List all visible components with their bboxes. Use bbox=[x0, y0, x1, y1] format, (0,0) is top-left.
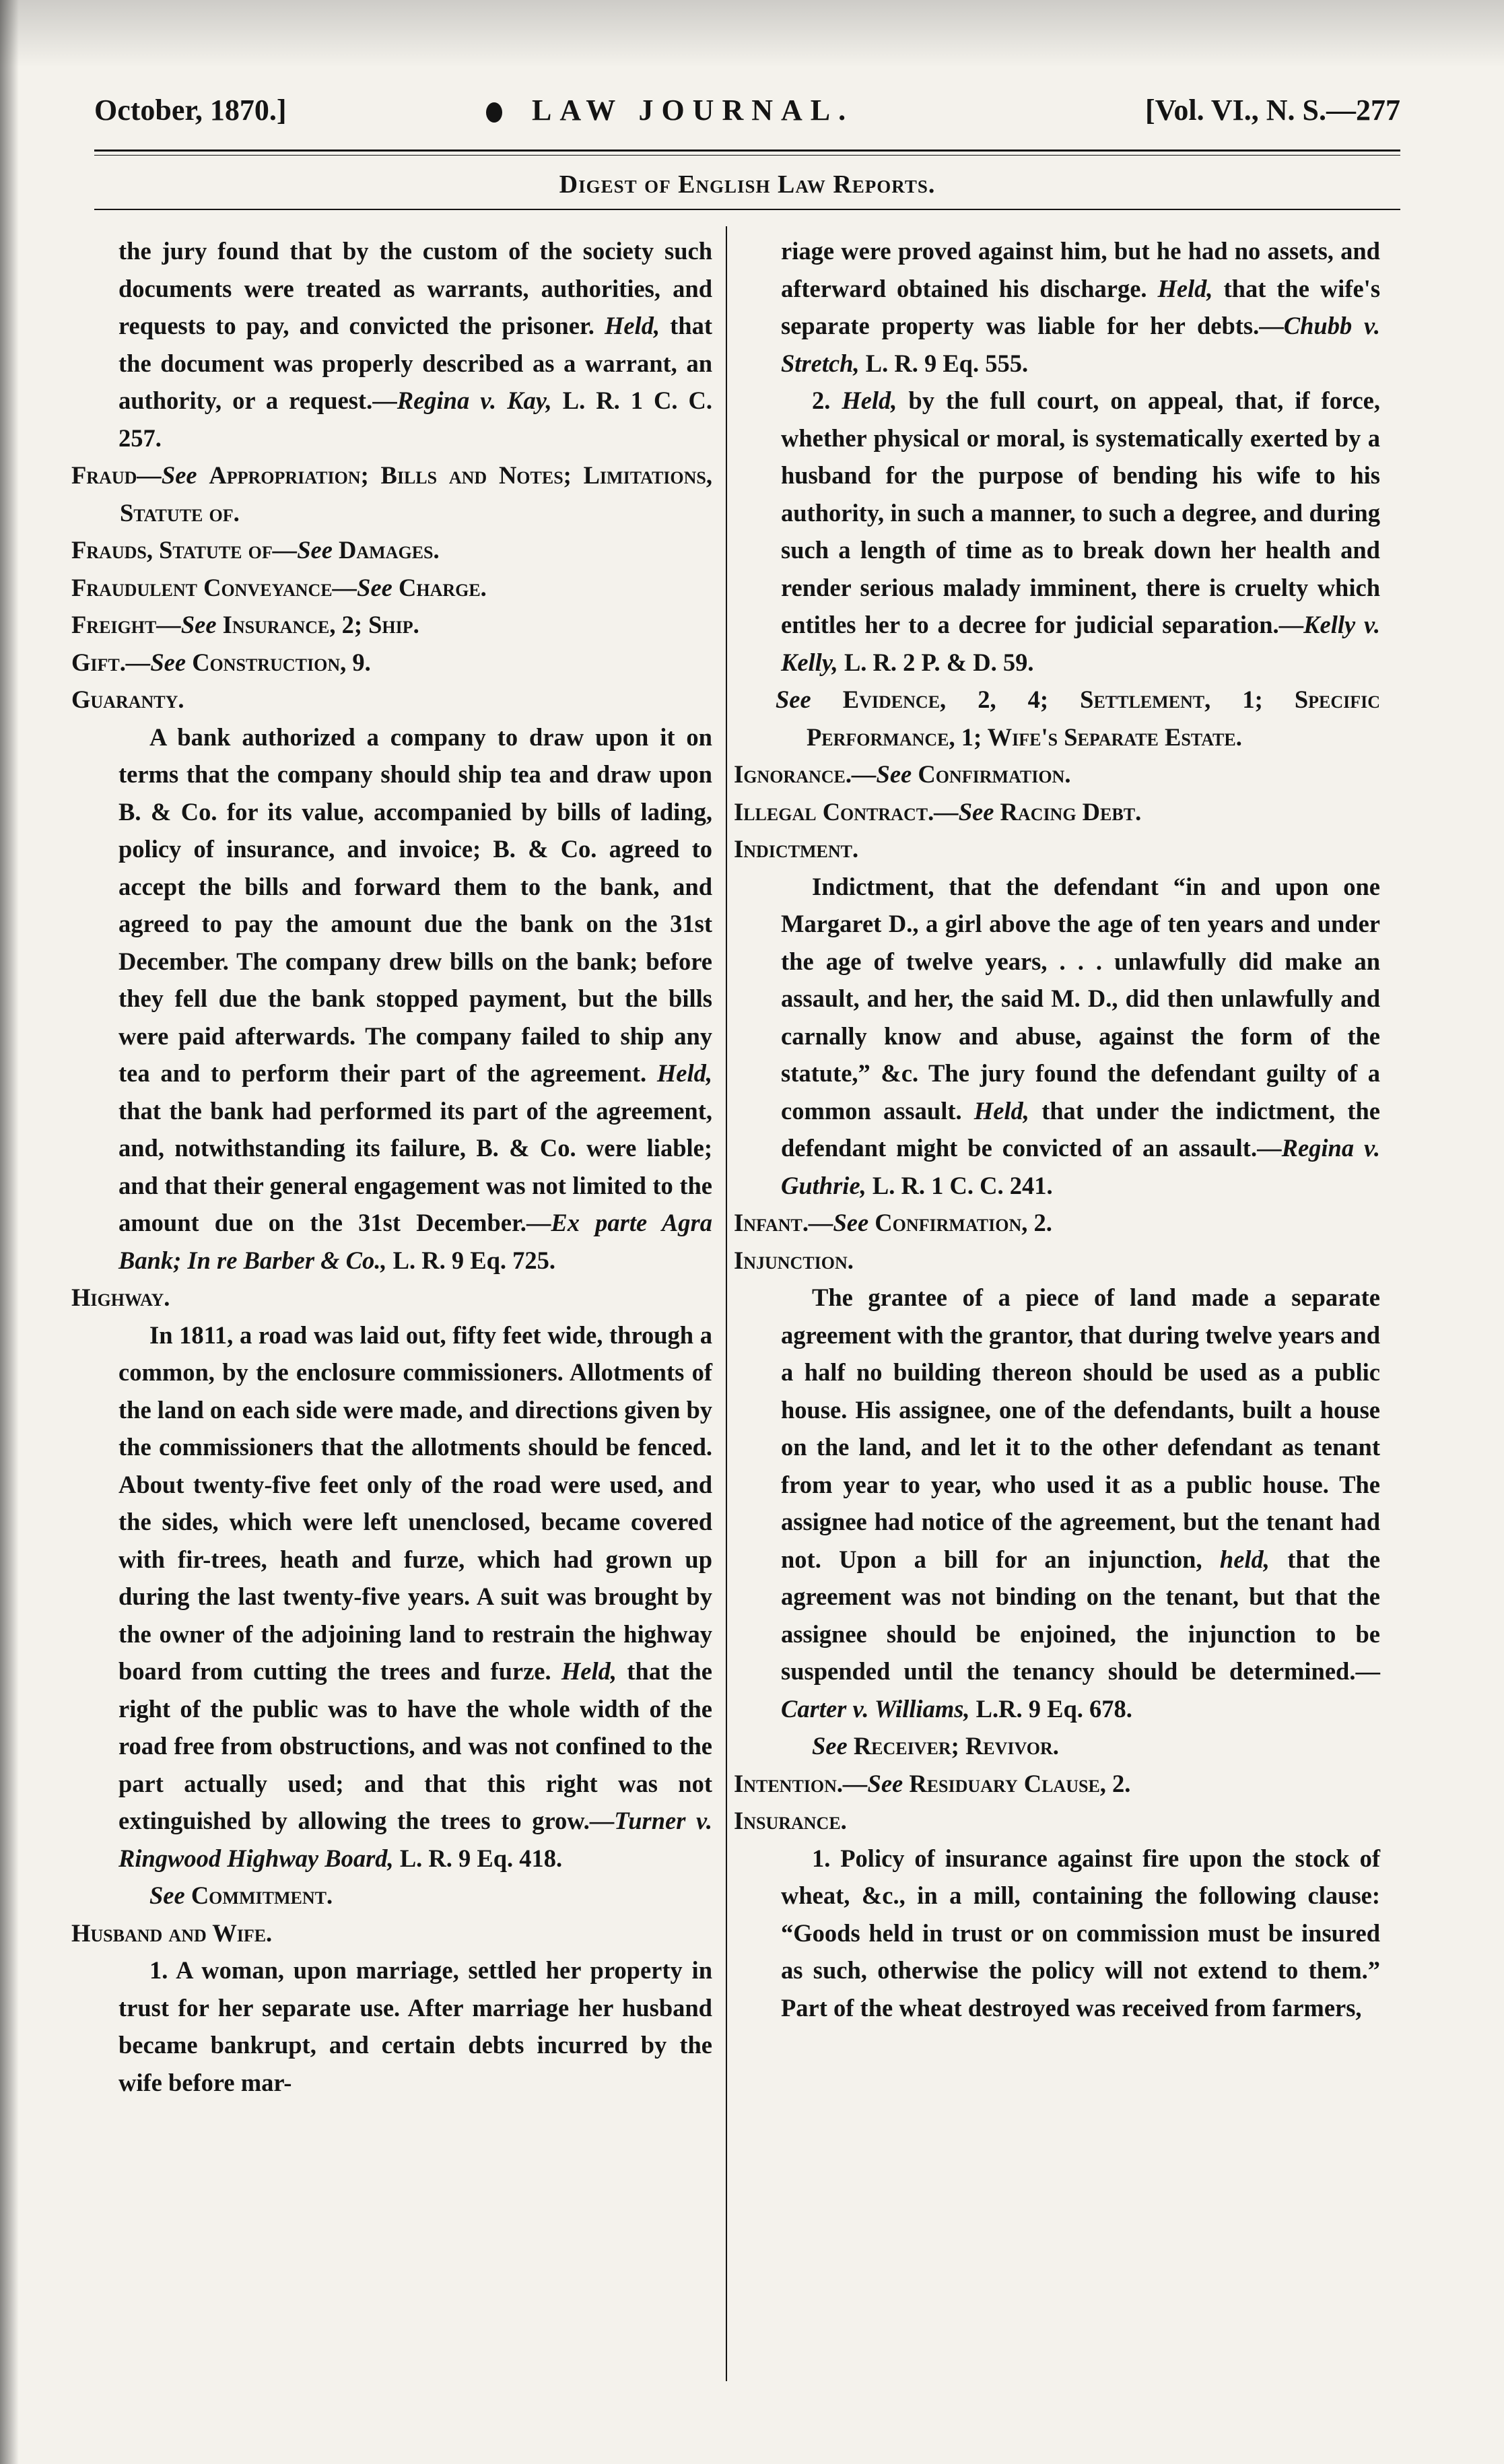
text: Indictment, that the defendant “in and upon one Margaret D., a girl above the age of ten years and under the age of twelve years, . . . unlawfully did make an assault, and her, the said M. D., did then unlawfully and carnally know and abuse, against the form of the statute,” &c. The jury found the defendant guilty of a common assault. bbox=[781, 872, 1380, 1125]
entry-heading-husband-wife: Husband and Wife. bbox=[71, 1919, 273, 1947]
cross-reference: Charge. bbox=[398, 573, 487, 601]
entry-heading: Infant. bbox=[734, 1209, 809, 1236]
case-name: Chubb v. Stretch, bbox=[781, 312, 1381, 377]
entry-frauds-statute bbox=[71, 531, 712, 569]
citation: L. R. 1 C. C. 257. bbox=[118, 387, 712, 452]
citation: L. R. 9 Eq. 555. bbox=[865, 349, 1029, 377]
entry-body bbox=[781, 382, 1380, 681]
item-number: 2. bbox=[812, 387, 831, 414]
entry-freight bbox=[71, 606, 712, 644]
case-name: Regina v. Guthrie, bbox=[781, 1134, 1380, 1199]
cross-reference: Racing Debt. bbox=[1000, 797, 1142, 826]
held-word: Held, bbox=[604, 312, 660, 339]
section-rule bbox=[94, 209, 1400, 210]
text: that the bank had performed its part of the agreement, and, notwithstanding its failure, B. & Co. were liable; and that their general engagement was not limited to the amount due on the 31st December.— bbox=[118, 1096, 712, 1236]
see-word: —See bbox=[852, 760, 912, 788]
entry-continuation bbox=[734, 232, 1380, 681]
case-name: Carter v. Williams, bbox=[781, 1694, 970, 1723]
entry-intention bbox=[734, 1765, 1380, 1803]
see-word: See bbox=[812, 1732, 848, 1760]
text: by the full court, on appeal, that, if force, whether physical or moral, is systematically exerted by a husband for the purpose of bending his wife to his authority, in such a manner, to such a degree, and during such a length of time as to break down her health and render serious malady imminent, there is cruelty which entitles her to a decree for judicial separation.— bbox=[781, 387, 1381, 638]
held-word: held, bbox=[1219, 1545, 1270, 1573]
entry-infant bbox=[734, 1204, 1380, 1242]
text: A bank authorized a company to draw upon it on terms that the company should ship tea and draw upon B. & Co. for its value, accompanied by bills of lading, policy of insurance, and invoice; B. & Co. agreed to accept the bills and forward them to the bank, and agreed to pay the amount due the bank on the 31st December. The company drew bills on the bank; before they fell due the bank stopped payment, but the bills were paid afterwards. The company failed to ship any tea and to perform their part of the agreement. bbox=[118, 723, 712, 1087]
entry-heading: Fraudulent Conveyance bbox=[71, 573, 333, 601]
text: that the document was properly described as a warrant, an authority, or a request.— bbox=[118, 312, 713, 414]
entry-husband-wife bbox=[71, 1952, 712, 2101]
entry-body bbox=[781, 232, 1380, 382]
entry-body bbox=[781, 868, 1380, 1205]
text: In 1811, a road was laid out, fifty feet wide, through a common, by the enclosure commissioners. Allotments of the land on each side were made, and directions given by the commissioners that the allotments should be fenced. About twenty-five feet only of the road were used, and the sides, which were left unenclosed, became covered with fir-trees, heath and furze, which had grown up during the last twenty-five years. A suit was brought by the owner of the adjoining land to restrain the highway board from cutting the trees and furze. bbox=[118, 1321, 712, 1685]
left-column bbox=[71, 232, 712, 2101]
see-word: See bbox=[776, 686, 811, 713]
entry-fraud bbox=[71, 457, 712, 531]
text: riage were proved against him, but he had no assets, and afterward obtained his discharge. bbox=[781, 237, 1380, 302]
entry-body bbox=[781, 1279, 1380, 1727]
entry-heading-highway: Highway. bbox=[71, 1284, 170, 1311]
header-rule-thick bbox=[94, 149, 1400, 152]
see-word: —See bbox=[272, 536, 333, 564]
entry-body bbox=[118, 719, 712, 1279]
held-word: Held, bbox=[842, 387, 897, 414]
entry-body: 1. Policy of insurance against fire upon the stock of wheat, &c., in a mill, containing the following clause: “Goods held in trust or on commission must be insured as such, otherwise the policy will not extend to them.” Part of the wheat destroyed was received from farmers, bbox=[781, 1844, 1380, 2022]
see-word: —See bbox=[125, 648, 186, 676]
entry-heading: Intention. bbox=[734, 1769, 844, 1797]
case-name: Turner v. Ringwood Highway Board, bbox=[118, 1807, 712, 1872]
entry-heading-indictment: Indictment. bbox=[734, 835, 859, 863]
scan-shadow-left bbox=[0, 0, 19, 2464]
cross-reference: Confirmation, 2. bbox=[875, 1209, 1052, 1236]
entry-indictment bbox=[734, 868, 1380, 1205]
running-header bbox=[94, 93, 1400, 140]
cross-reference: Appropriation; Bills and Notes; Limitations, Statute of. bbox=[120, 461, 713, 527]
see-word: —See bbox=[934, 797, 994, 826]
text: The grantee of a piece of land made a separate agreement with the grantor, that during twelve years and a half no building thereon should be used as a public house. His assignee, one of the defendants, built a house on the land, and let it to the other defendant as tenant from year to year, who used it as a public house. The assignee had notice of the agreement, but the tenant had not. Upon a bill for an injunction, bbox=[781, 1284, 1380, 1573]
see-word: —See bbox=[137, 461, 197, 489]
entry-heading: Frauds, Statute of bbox=[71, 536, 273, 564]
entry-heading-insurance: Insurance. bbox=[734, 1807, 847, 1834]
entry-heading: Gift. bbox=[71, 648, 126, 676]
section-title: Digest of English Law Reports. bbox=[559, 170, 936, 199]
see-word: —See bbox=[808, 1209, 869, 1236]
cross-reference: Damages. bbox=[339, 536, 440, 564]
see-also bbox=[734, 681, 1380, 756]
cross-reference: Residuary Clause, 2. bbox=[909, 1769, 1131, 1797]
entry-gift bbox=[71, 644, 712, 681]
entry-heading-guaranty: Guaranty. bbox=[71, 686, 184, 713]
text: that the agreement was not binding on the tenant, but that the assignee should be enjoined, the injunction to be suspended until the tenancy should be determined.— bbox=[781, 1545, 1381, 1685]
cross-reference: Construction, 9. bbox=[192, 648, 371, 676]
see-also bbox=[781, 1727, 1380, 1765]
held-word: Held, bbox=[656, 1059, 713, 1087]
case-name: Ex parte Agra Bank; In re Barber & Co., bbox=[118, 1209, 712, 1274]
entry-ignorance bbox=[734, 756, 1380, 793]
case-name: Regina v. Kay, bbox=[397, 387, 552, 414]
citation: L.R. 9 Eq. 678. bbox=[976, 1694, 1132, 1723]
header-volume-page: [Vol. VI., N. S.—277 bbox=[1145, 94, 1400, 127]
citation: L. R. 9 Eq. 725. bbox=[392, 1246, 556, 1274]
text: that the right of the public was to have the whole width of the road free from obstructions, and was not confined to the part actually used; and that this right was not extinguished by allowing the trees to grow.— bbox=[118, 1657, 713, 1834]
entry-continuation bbox=[71, 232, 712, 457]
text: that under the indictment, the defendant might be convicted of an assault.— bbox=[781, 1096, 1380, 1162]
column-divider bbox=[726, 226, 727, 2381]
right-column bbox=[734, 232, 1380, 2026]
see-word: —See bbox=[843, 1769, 903, 1797]
cross-reference: Insurance, 2; Ship. bbox=[222, 611, 419, 638]
entry-guaranty bbox=[71, 719, 712, 1279]
cross-reference: Receiver; Revivor. bbox=[853, 1732, 1059, 1760]
see-word: —See bbox=[156, 611, 217, 638]
citation: L. R. 1 C. C. 241. bbox=[872, 1171, 1053, 1199]
journal-title: LAW JOURNAL. bbox=[532, 94, 854, 127]
ink-blot bbox=[486, 102, 502, 123]
see-also bbox=[118, 1877, 712, 1914]
cross-reference: Confirmation. bbox=[918, 760, 1071, 788]
header-rule-thin bbox=[94, 155, 1400, 156]
cross-reference: Commitment. bbox=[191, 1882, 333, 1909]
see-word: See bbox=[149, 1882, 185, 1909]
entry-body bbox=[118, 1317, 712, 1877]
text: that the wife's separate property was liable for her debts.— bbox=[781, 274, 1381, 339]
entry-heading: Freight bbox=[71, 611, 157, 638]
entry-heading: Fraud bbox=[71, 461, 137, 489]
entry-highway bbox=[71, 1317, 712, 1914]
held-word: Held, bbox=[1157, 274, 1213, 302]
entry-injunction bbox=[734, 1279, 1380, 1765]
citation: L. R. 2 P. & D. 59. bbox=[844, 648, 1034, 676]
entry-heading: Illegal Contract. bbox=[734, 797, 934, 826]
case-name: Kelly v. Kelly, bbox=[781, 611, 1380, 676]
entry-insurance bbox=[734, 1840, 1380, 2027]
entry-body: 1. A woman, upon marriage, settled her property in trust for her separate use. After marriage her husband became bankrupt, and certain debts incurred by the wife before mar- bbox=[118, 1956, 712, 2096]
scan-noise-top bbox=[0, 0, 1504, 67]
entry-illegal-contract bbox=[734, 793, 1380, 831]
text: the jury found that by the custom of the society such documents were treated as warrants, authorities, and requests to pay, and convicted the prisoner. bbox=[118, 237, 712, 339]
held-word: Held, bbox=[561, 1657, 617, 1685]
entry-fraudulent-conveyance bbox=[71, 569, 712, 607]
header-date: October, 1870.] bbox=[94, 94, 287, 127]
entry-heading: Ignorance. bbox=[734, 760, 852, 788]
held-word: Held, bbox=[973, 1096, 1029, 1125]
entry-heading-injunction: Injunction. bbox=[734, 1246, 854, 1274]
citation: L. R. 9 Eq. 418. bbox=[399, 1844, 563, 1872]
cross-reference: Evidence, 2, 4; Settlement, 1; Specific Performance, 1; Wife's Separate Estate. bbox=[807, 686, 1381, 751]
see-word: —See bbox=[332, 573, 392, 601]
